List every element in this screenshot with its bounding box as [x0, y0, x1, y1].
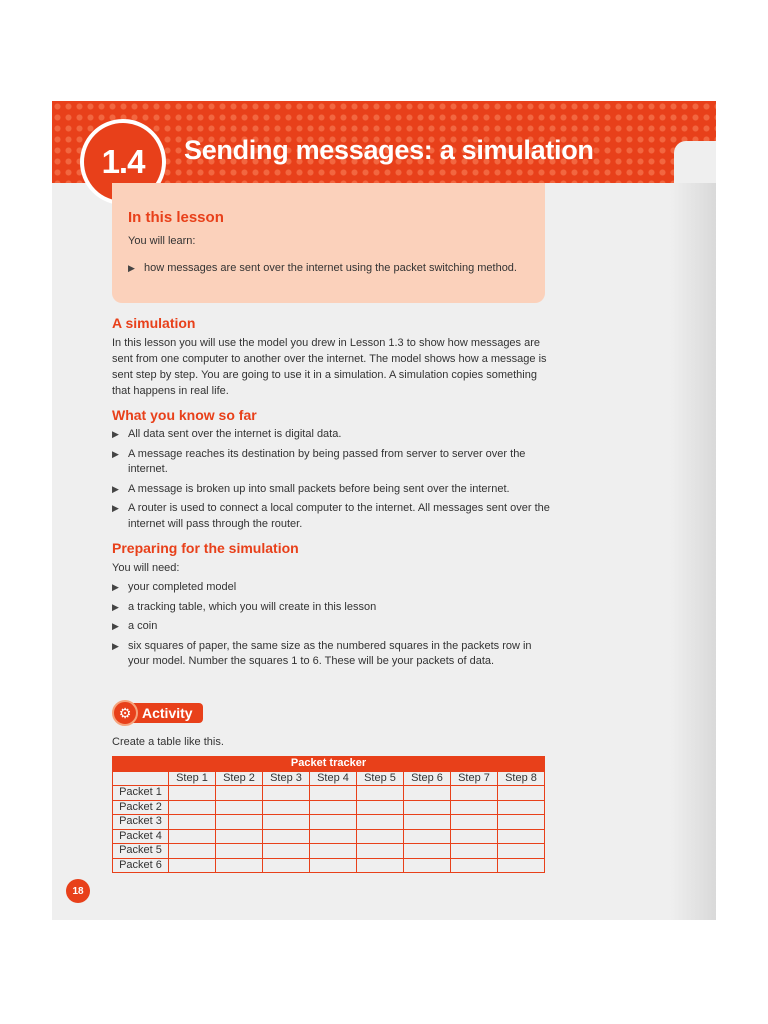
packet-label: Packet 6 [113, 858, 169, 873]
bullet-text: how messages are sent over the internet using the packet switching method. [144, 262, 517, 274]
bullet-text: A router is used to connect a local computer to the internet. All messages sent over the internet will pass through the router. [128, 502, 550, 530]
tracker-cell [216, 786, 263, 801]
tracker-cell [263, 815, 310, 830]
tracker-cell [357, 829, 404, 844]
in-this-lesson-intro: You will learn: [128, 235, 196, 247]
tracker-cell [310, 858, 357, 873]
bullet-text: All data sent over the internet is digital data. [128, 428, 342, 440]
lesson-content [112, 315, 552, 670]
step-header: Step 2 [216, 771, 263, 786]
lesson-title: Sending messages: a simulation [184, 135, 594, 165]
tracker-cell [216, 800, 263, 815]
tracker-cell [310, 829, 357, 844]
tracker-cell [404, 786, 451, 801]
textbook-page [52, 101, 716, 920]
table-row [113, 800, 545, 815]
tracker-cell [451, 815, 498, 830]
tracker-cell [498, 815, 545, 830]
packet-tracker-table [112, 756, 545, 873]
tracker-cell [451, 858, 498, 873]
tracker-cell [357, 858, 404, 873]
in-this-lesson-bullet [128, 261, 544, 277]
bullet-arrow-icon: ▶ [112, 429, 119, 439]
tracker-cell [404, 815, 451, 830]
activity-label: Activity [130, 703, 203, 723]
table-header-row [113, 771, 545, 786]
bullet-arrow-icon: ▶ [112, 582, 119, 592]
table-title-row [113, 757, 545, 772]
tracker-cell [263, 844, 310, 859]
list-item [112, 639, 552, 670]
bullet-text: six squares of paper, the same size as the numbered squares in the packets row in your model. Number the squares 1 to 6. These will be your packets of data. [128, 639, 532, 667]
tracker-cell [404, 844, 451, 859]
list-item [112, 600, 552, 616]
packet-label: Packet 1 [113, 786, 169, 801]
tracker-cell [310, 844, 357, 859]
bullet-text: a coin [128, 620, 158, 632]
banner-tab [674, 141, 716, 183]
bullet-arrow-icon: ▶ [112, 601, 119, 612]
packet-label: Packet 4 [113, 829, 169, 844]
tracker-cell [451, 800, 498, 815]
table-row [113, 829, 545, 844]
table-row [113, 815, 545, 830]
list-item [112, 501, 552, 532]
table-row [113, 844, 545, 859]
table-corner-cell [113, 771, 169, 786]
tracker-cell [451, 844, 498, 859]
bullet-arrow-icon: ▶ [112, 483, 119, 494]
tracker-cell [498, 800, 545, 815]
packet-label: Packet 3 [113, 815, 169, 830]
bullet-text: A message reaches its destination by being passed from server to server over the internet. [128, 447, 526, 475]
simulation-text: In this lesson you will use the model you drew in Lesson 1.3 to show how messages are sent from one computer to another over the internet. The model shows how a message is sent step by step. You are going to use it in a simulation. A simulation copies something that happens in real life. [112, 337, 547, 397]
step-header: Step 3 [263, 771, 310, 786]
list-item [112, 427, 552, 443]
tracker-cell [169, 815, 216, 830]
tracker-cell [451, 786, 498, 801]
tracker-cell [216, 844, 263, 859]
simulation-heading: A simulation [112, 315, 196, 331]
tracker-cell [357, 815, 404, 830]
tracker-cell [310, 815, 357, 830]
list-item [112, 447, 552, 478]
packet-tracker-title: Packet tracker [113, 757, 545, 772]
in-this-lesson-box [112, 183, 545, 303]
gear-icon: ⚙ [112, 700, 138, 726]
tracker-cell [169, 858, 216, 873]
step-header: Step 4 [310, 771, 357, 786]
tracker-cell [498, 829, 545, 844]
tracker-cell [357, 844, 404, 859]
activity-badge [112, 701, 203, 725]
tracker-cell [169, 829, 216, 844]
tracker-cell [357, 800, 404, 815]
bullet-text: your completed model [128, 581, 237, 593]
tracker-cell [404, 829, 451, 844]
tracker-cell [216, 815, 263, 830]
packet-rows [113, 786, 545, 873]
tracker-cell [357, 786, 404, 801]
tracker-cell [263, 786, 310, 801]
preparing-intro: You will need: [112, 562, 180, 574]
list-item [112, 580, 552, 596]
tracker-cell [169, 800, 216, 815]
table-row [113, 858, 545, 873]
step-header: Step 1 [169, 771, 216, 786]
bullet-arrow-icon: ▶ [112, 621, 119, 631]
bullet-arrow-icon: ▶ [112, 503, 119, 513]
table-row [113, 786, 545, 801]
tracker-cell [169, 786, 216, 801]
step-header: Step 5 [357, 771, 404, 786]
bullet-text: a tracking table, which you will create in this lesson [128, 600, 377, 613]
step-header: Step 6 [404, 771, 451, 786]
tracker-cell [263, 829, 310, 844]
tracker-cell [404, 800, 451, 815]
bullet-arrow-icon: ▶ [112, 448, 119, 459]
tracker-cell [216, 829, 263, 844]
tracker-cell [169, 844, 216, 859]
bullet-arrow-icon: ▶ [128, 263, 135, 273]
lesson-number-badge: 1.4 [80, 119, 166, 205]
step-header: Step 8 [498, 771, 545, 786]
tracker-cell [451, 829, 498, 844]
page-edge-shadow [670, 101, 716, 920]
packet-label: Packet 2 [113, 800, 169, 815]
tracker-cell [263, 800, 310, 815]
step-header: Step 7 [451, 771, 498, 786]
tracker-cell [404, 858, 451, 873]
tracker-cell [498, 844, 545, 859]
tracker-cell [498, 858, 545, 873]
tracker-cell [263, 858, 310, 873]
know-so-far-heading: What you know so far [112, 407, 257, 423]
list-item [112, 619, 552, 635]
preparing-heading: Preparing for the simulation [112, 540, 299, 556]
tracker-cell [216, 858, 263, 873]
bullet-text: A message is broken up into small packets before being sent over the internet. [128, 482, 510, 495]
packet-label: Packet 5 [113, 844, 169, 859]
in-this-lesson-heading: In this lesson [128, 209, 224, 226]
page-number: 18 [66, 879, 90, 903]
activity-intro: Create a table like this. [112, 736, 224, 748]
tracker-cell [310, 786, 357, 801]
tracker-cell [310, 800, 357, 815]
list-item [112, 482, 552, 498]
tracker-cell [498, 786, 545, 801]
bullet-arrow-icon: ▶ [112, 640, 119, 651]
